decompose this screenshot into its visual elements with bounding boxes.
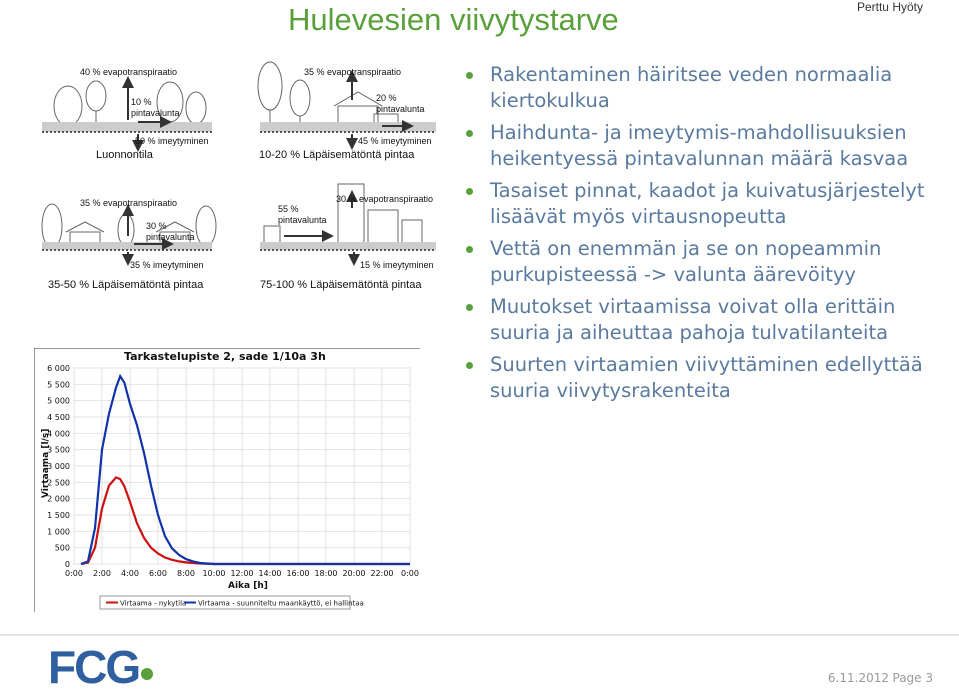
infil-label-3: 35 % imeytyminen: [130, 260, 204, 270]
runoff-label-2a: 20 %: [376, 93, 397, 103]
diagram-panel-1: [42, 67, 212, 161]
diagram-caption-2: 10-20 % Läpäisemätöntä pintaa: [259, 149, 415, 161]
y-tick-label: 6 000: [47, 364, 70, 373]
tree-icon: [258, 62, 310, 132]
y-axis-label: Virtaama [l/s]: [41, 428, 51, 498]
footer-date: 6.11.2012: [827, 671, 889, 685]
y-tick-label: 0: [64, 560, 70, 569]
y-tick-label: 2 000: [47, 494, 70, 504]
bullet-dot-icon: [466, 362, 473, 369]
bullet-dot-icon: [466, 72, 473, 79]
bullet-item: [466, 236, 956, 288]
evapo-label-3: 35 % evapotranspiraatio: [80, 198, 178, 208]
y-tick-label: 1 000: [47, 527, 70, 537]
x-tick-label: 12:00: [230, 569, 254, 578]
x-tick-label: 16:00: [286, 569, 310, 578]
y-tick-label: 4 500: [47, 413, 70, 422]
infil-label-4: 15 % imeytyminen: [360, 260, 434, 270]
x-tick-label: 20:00: [342, 569, 366, 578]
y-tick-label: 3 000: [47, 462, 70, 471]
bullet-item: [466, 178, 956, 230]
x-tick-label: 8:00: [177, 569, 195, 578]
bullet-dot-icon: [466, 130, 473, 137]
diagram-caption-4: 75-100 % Läpäisemätöntä pintaa: [260, 279, 422, 291]
y-tick-label: 500: [54, 543, 70, 553]
x-tick-label: 18:00: [314, 569, 338, 578]
bullet-text: Vettä on enemmän ja se on nopeammin purkupisteessä -> valunta äärevöityy: [490, 237, 882, 286]
bullet-dot-icon: [466, 304, 473, 311]
diagram-caption-1: Luonnontila: [96, 149, 153, 161]
x-tick-label: 4:00: [121, 569, 139, 578]
bullet-item: [466, 120, 956, 172]
y-tick-label: 1 500: [47, 511, 70, 520]
bullet-text: Rakentaminen häiritsee veden normaalia kiertokulkua: [490, 63, 893, 112]
runoff-label-1a: 10 %: [131, 97, 152, 107]
bullet-text: Haihdunta- ja imeytymis-mahdollisuuksien heikentyessä pintavalunnan määrä kasvaa: [490, 121, 909, 170]
x-tick-label: 10:00: [202, 569, 226, 578]
evapo-label-1: 40 % evapotranspiraatio: [80, 67, 178, 77]
x-tick-label: 14:00: [258, 569, 282, 578]
y-tick-label: 3 500: [47, 445, 70, 455]
x-tick-label: 0:00: [65, 569, 83, 578]
runoff-label-2b: pintavalunta: [376, 104, 425, 114]
bullet-item: [466, 294, 956, 346]
diagram-panel-4: [260, 184, 436, 291]
chart-title: Tarkastelupiste 2, sade 1/10a 3h: [124, 350, 326, 363]
runoff-label-4a: 55 %: [278, 204, 299, 214]
runoff-label-1b: pintavalunta: [131, 108, 180, 118]
bullet-item: [466, 352, 956, 404]
x-tick-label: 6:00: [149, 569, 167, 578]
page-title: Hulevesien viivytystarve: [288, 2, 619, 37]
x-axis-label: Aika [h]: [228, 581, 268, 591]
x-tick-label: 0:00: [401, 569, 419, 578]
fcg-logo: FCG: [48, 641, 140, 693]
y-tick-label: 5 000: [47, 396, 70, 406]
legend-label: Virtaama - suunniteltu maankäyttö, ei hallintaa: [198, 599, 364, 608]
y-tick-label: 5 500: [47, 380, 70, 390]
page-number: Page 3: [892, 671, 933, 685]
water-cycle-diagrams: [38, 60, 438, 296]
evapo-label-2: 35 % evapotranspiraatio: [304, 67, 402, 77]
runoff-label-3b: pintavalunta: [146, 232, 195, 242]
footer-divider: [0, 634, 959, 636]
runoff-label-3a: 30 %: [146, 221, 167, 231]
bullet-text: Muutokset virtaamissa voivat olla erittäin suuria ja aiheuttaa pahoja tulvatilanteita: [490, 295, 896, 344]
diagram-panel-2: [258, 62, 436, 161]
x-tick-label: 22:00: [370, 569, 394, 578]
y-tick-label: 2 500: [47, 478, 70, 488]
logo-dot-icon: [141, 668, 153, 680]
legend-items: [106, 600, 364, 608]
bullet-item: [466, 62, 956, 114]
x-tick-label: 2:00: [93, 569, 111, 578]
bullet-text: Tasaiset pinnat, kaadot ja kuivatusjärjestelyt lisäävät myös virtausnopeutta: [490, 179, 925, 228]
diagram-caption-3: 35-50 % Läpäisemätöntä pintaa: [48, 279, 204, 291]
y-tick-label: 4 000: [47, 429, 70, 439]
runoff-label-4b: pintavalunta: [278, 215, 327, 225]
bullet-dot-icon: [466, 188, 473, 195]
legend-label: Virtaama - nykytila: [120, 599, 187, 608]
flow-chart: [34, 348, 420, 612]
bullet-list: [466, 62, 956, 410]
bullet-text: Suurten virtaamien viivyttäminen edellyttää suuria viivytysrakenteita: [490, 353, 923, 402]
infil-label-1: 50 % imeytyminen: [135, 136, 209, 146]
infil-label-2: 45 % imeytyminen: [358, 136, 432, 146]
bullet-dot-icon: [466, 246, 473, 253]
diagram-panel-3: [42, 198, 216, 291]
author-name: Perttu Hyöty: [856, 0, 923, 14]
evapo-label-4: 30 % evapotranspiraatio: [336, 194, 434, 204]
